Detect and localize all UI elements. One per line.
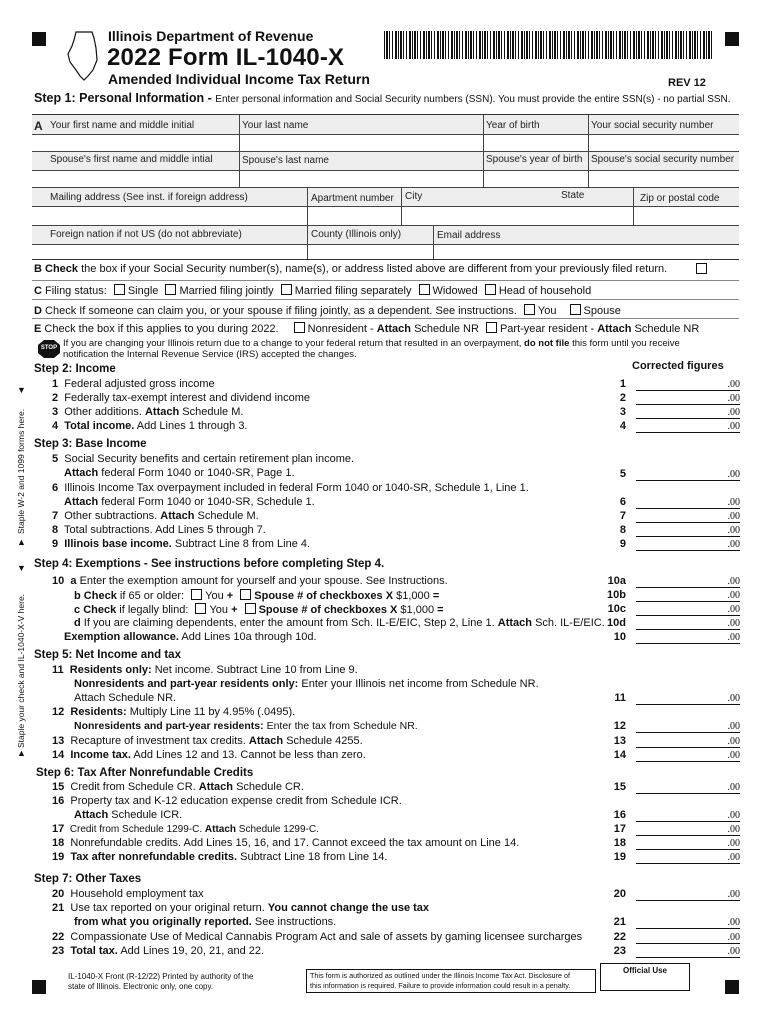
step1-heading: Step 1: Personal Information - Enter personal information and Social Security numbers (SSN). You must provide the entire SSN(s) - no partial SSN. [34, 91, 731, 105]
corrected-figures-label: Corrected figures [632, 360, 724, 372]
line-num-16: 16 [613, 809, 626, 821]
line-9-label: 9 Illinois base income. Subtract Line 8 from Line 4. [52, 538, 311, 550]
staple-check-note: Staple your check and IL-1040-X-V here. [16, 593, 26, 748]
line-num-1: 1 [619, 378, 626, 390]
line-3-amount[interactable]: .00 [636, 407, 740, 419]
line-10-amount[interactable]: .00 [636, 632, 740, 644]
line-10b-amount[interactable]: .00 [636, 590, 740, 602]
row-c-filing-status: C Filing status: Single Married filing jointly Married filing separately Widowed Head of household [34, 285, 592, 297]
row-d-dependent: D Check If someone can claim you, or your spouse if filing jointly, as a dependent. See instructions. You Spouse [34, 305, 621, 317]
line-16-label: 16 Property tax and K-12 education expense credit from Schedule ICR. [52, 795, 402, 807]
stop-notice-text: If you are changing your Illinois return due to a change to your federal return that resulted in an overpayment, do not file this form until you receive notification the Internal Revenue Service (IRS) accepted the changes. [63, 338, 680, 360]
line-11-label: 11 Residents only: Net income. Subtract Line 10 from Line 9. [52, 664, 358, 676]
zip-label: Zip or postal code [640, 193, 720, 204]
line-num-10a: 10a [607, 575, 626, 587]
line-6-attach: Attach federal Form 1040 or 1040-SR, Schedule 1. [64, 496, 315, 508]
line-2-label: 2 Federally tax-exempt interest and dividend income [52, 392, 311, 404]
line-7-amount[interactable]: .00 [636, 511, 740, 523]
line-num-22: 22 [613, 931, 626, 943]
registration-mark-bottom-right [725, 980, 739, 994]
spouse-last-name-input[interactable] [240, 171, 482, 186]
row-b: B Check the box if your Social Security number(s), name(s), or address listed above are different from your previously filed return. [34, 263, 668, 275]
zip-input[interactable] [634, 207, 738, 224]
line-17-amount[interactable]: .00 [636, 824, 740, 836]
line-num-20: 20 [613, 888, 626, 900]
last-name-label: Your last name [242, 120, 309, 131]
staple-check-arrow-up-icon: ▼ [17, 563, 26, 573]
email-label: Email address [437, 230, 501, 241]
ssn-input[interactable] [589, 135, 738, 150]
line-19-label: 19 Tax after nonrefundable credits. Subtract Line 18 from Line 14. [52, 851, 388, 863]
agency-name: Illinois Department of Revenue [108, 28, 314, 44]
line-4-label: 4 Total income. Add Lines 1 through 3. [52, 420, 248, 432]
step4-heading: Step 4: Exemptions - See instructions before completing Step 4. [34, 558, 385, 570]
staple-check-arrow-down-icon: ▲ [17, 748, 26, 758]
line-8-amount[interactable]: .00 [636, 525, 740, 537]
line-22-amount[interactable]: .00 [636, 932, 740, 944]
line-num-17: 17 [613, 823, 626, 835]
registration-mark-top-right [725, 32, 739, 46]
official-use-box [600, 963, 690, 991]
line-11-attach: Attach Schedule NR. [74, 692, 177, 704]
barcode [384, 31, 712, 59]
line-num-2: 2 [619, 392, 626, 404]
state-label: State [561, 190, 585, 201]
line-num-9: 9 [619, 538, 626, 550]
line-num-12: 12 [613, 720, 626, 732]
registration-mark-top-left [32, 32, 46, 46]
line-16-attach: Attach Schedule ICR. [74, 809, 183, 821]
revision-label: REV 12 [668, 77, 706, 89]
county-input[interactable] [308, 245, 432, 258]
line-23-label: 23 Total tax. Add Lines 19, 20, 21, and 22. [52, 945, 265, 957]
registration-mark-bottom-left [32, 980, 46, 994]
spouse-ssn-input[interactable] [589, 171, 738, 186]
line-11-amount[interactable]: .00 [636, 693, 740, 705]
line-num-15: 15 [613, 781, 626, 793]
line-num-5: 5 [619, 468, 626, 480]
blind-spouse-checkbox[interactable] [245, 603, 256, 614]
line-num-10: 10 [613, 631, 626, 643]
line-15-amount[interactable]: .00 [636, 782, 740, 794]
line-13-amount[interactable]: .00 [636, 736, 740, 748]
foreign-nation-input[interactable] [33, 245, 306, 258]
line-num-10d: 10d [607, 617, 626, 629]
line-2-amount[interactable]: .00 [636, 393, 740, 405]
line-1-label: 1 Federal adjusted gross income [52, 378, 215, 390]
section-letter-a: A [34, 119, 43, 133]
line-22-label: 22 Compassionate Use of Medical Cannabis Program Act and sale of assets by gaming licensee surcharges [52, 931, 583, 943]
spouse-year-of-birth-label: Spouse's year of birth [486, 154, 583, 165]
step3-heading: Step 3: Base Income [34, 438, 147, 450]
line-20-label: 20 Household employment tax [52, 888, 204, 900]
line-10a-amount[interactable]: .00 [636, 576, 740, 588]
line-1-amount[interactable]: .00 [636, 379, 740, 391]
staple-arrow-down-icon: ▲ [17, 537, 26, 547]
line-18-label: 18 Nonrefundable credits. Add Lines 15, 16, and 17. Cannot exceed the tax amount on Line 14. [52, 837, 520, 849]
line-5-amount[interactable]: .00 [636, 469, 740, 481]
spouse-first-name-label: Spouse's first name and middle intial [50, 154, 213, 165]
line-num-6: 6 [619, 496, 626, 508]
line-num-14: 14 [613, 749, 626, 761]
line-23-amount[interactable]: .00 [636, 946, 740, 958]
spouse-ssn-label: Spouse's social security number [591, 154, 735, 165]
mailing-address-input[interactable] [33, 207, 306, 224]
staple-w2-note: Staple W-2 and 1099 forms here. [16, 408, 26, 534]
line-13-label: 13 Recapture of investment tax credits. Attach Schedule 4255. [52, 735, 363, 747]
personal-info-grid [32, 114, 739, 260]
line-num-10c: 10c [607, 603, 626, 615]
blind-you-checkbox[interactable] [195, 603, 206, 614]
line-7-label: 7 Other subtractions. Attach Schedule M. [52, 510, 259, 522]
line-num-8: 8 [619, 524, 626, 536]
line-num-18: 18 [613, 837, 626, 849]
ssn-label: Your social security number [591, 120, 714, 131]
form-title: 2022 Form IL-1040-X [107, 44, 345, 71]
line-num-10b: 10b [607, 589, 626, 601]
part-year-resident-checkbox[interactable] [486, 322, 497, 333]
last-name-input[interactable] [240, 135, 482, 150]
line-14-label: 14 Income tax. Add Lines 12 and 13. Cannot be less than zero. [52, 749, 366, 761]
nonresident-checkbox[interactable] [294, 322, 305, 333]
line-10b-label: b Check if 65 or older: You + Spouse # of checkboxes X $1,000 = [74, 590, 440, 602]
filing-joint-checkbox[interactable] [165, 284, 176, 295]
age65-spouse-checkbox[interactable] [240, 589, 251, 600]
step2-heading: Step 2: Income [34, 363, 116, 375]
line-num-4: 4 [619, 420, 626, 432]
address-changed-checkbox[interactable] [696, 263, 707, 274]
line-21-label: 21 Use tax reported on your original return. You cannot change the use tax [52, 902, 430, 914]
illinois-state-outline-icon [62, 30, 102, 82]
filing-head-of-household-checkbox[interactable] [485, 284, 496, 295]
first-name-label: Your first name and middle initial [50, 120, 195, 131]
line-num-13: 13 [613, 735, 626, 747]
form-subtitle: Amended Individual Income Tax Return [108, 71, 370, 87]
line-10c-label: c Check if legally blind: You + Spouse # of checkboxes X $1,000 = [74, 604, 444, 616]
line-6-label: 6 Illinois Income Tax overpayment included in federal Form 1040 or 1040-SR, Schedule 1, Line 1. [52, 482, 529, 494]
year-of-birth-label: Year of birth [486, 120, 540, 131]
spouse-last-name-label: Spouse's last name [242, 155, 329, 166]
step5-heading: Step 5: Net Income and tax [34, 649, 181, 661]
stop-icon-text: STOP [40, 345, 58, 351]
line-10d-label: d If you are claiming dependents, enter the amount from Sch. IL-E/EIC, Step 2, Line 1. Attach Sch. IL-E/EIC. [74, 617, 605, 629]
official-use-label: Official Use [622, 966, 667, 975]
foreign-nation-label: Foreign nation if not US (do not abbreviate) [50, 229, 242, 240]
step7-heading: Step 7: Other Taxes [34, 873, 142, 885]
spouse-first-name-input[interactable] [33, 171, 238, 186]
line-num-11: 11 [614, 692, 626, 704]
line-10c-amount[interactable]: .00 [636, 604, 740, 616]
footer-print-note: IL-1040-X Front (R-12/22) Printed by authority of the state of Illinois. Electronic only, one copy. [68, 972, 254, 991]
line-num-3: 3 [619, 406, 626, 418]
line-14-amount[interactable]: .00 [636, 750, 740, 762]
city-label: City [405, 191, 423, 202]
step6-heading: Step 6: Tax After Nonrefundable Credits [36, 767, 254, 779]
spouse-year-of-birth-input[interactable] [484, 171, 587, 186]
line-num-19: 19 [613, 851, 626, 863]
line-21-cont: from what you originally reported. See instructions. [74, 916, 337, 928]
mailing-address-label: Mailing address (See inst. if foreign address) [50, 192, 248, 203]
line-5-label: 5 Social Security benefits and certain retirement plan income. [52, 453, 355, 465]
line-12-label: 12 Residents: Multiply Line 11 by 4.95% (.0495). [52, 706, 296, 718]
line-9-amount[interactable]: .00 [636, 539, 740, 551]
filing-separate-checkbox[interactable] [281, 284, 292, 295]
line-10-allowance: Exemption allowance. Add Lines 10a through 10d. [64, 631, 317, 643]
line-5-attach: Attach federal Form 1040 or 1040-SR, Page 1. [64, 467, 295, 479]
line-12-amount[interactable]: .00 [636, 721, 740, 733]
line-3-label: 3 Other additions. Attach Schedule M. [52, 406, 244, 418]
line-21-amount[interactable]: .00 [636, 917, 740, 929]
line-6-amount[interactable]: .00 [636, 497, 740, 509]
line-4-amount[interactable]: .00 [636, 421, 740, 433]
city-input[interactable] [402, 207, 632, 224]
footer-disclosure-box: This form is authorized as outlined under the Illinois Income Tax Act. Disclosure of this information is required. Failure to provide information could result in a penalty. [306, 969, 596, 993]
dependent-you-checkbox[interactable] [524, 304, 535, 315]
age65-you-checkbox[interactable] [191, 589, 202, 600]
line-12-nonres: Nonresidents and part-year residents: Enter the tax from Schedule NR. [74, 720, 418, 732]
filing-single-checkbox[interactable] [114, 284, 125, 295]
line-20-amount[interactable]: .00 [636, 889, 740, 901]
year-of-birth-input[interactable] [484, 135, 587, 150]
email-input[interactable] [434, 245, 738, 258]
first-name-input[interactable] [33, 135, 238, 150]
filing-widowed-checkbox[interactable] [419, 284, 430, 295]
line-15-label: 15 Credit from Schedule CR. Attach Schedule CR. [52, 781, 304, 793]
line-num-23: 23 [613, 945, 626, 957]
line-19-amount[interactable]: .00 [636, 852, 740, 864]
line-16-amount[interactable]: .00 [636, 810, 740, 822]
dependent-spouse-checkbox[interactable] [570, 304, 581, 315]
line-17-label: 17 Credit from Schedule 1299-C. Attach Schedule 1299-C. [52, 823, 319, 835]
row-e-residency: E Check the box if this applies to you during 2022. Nonresident - Attach Schedule NR Part-year resident - Attach Schedule NR [34, 323, 700, 335]
line-11-nonres: Nonresidents and part-year residents only: Enter your Illinois net income from Schedule NR. [74, 678, 539, 690]
apartment-number-input[interactable] [308, 207, 400, 224]
line-10d-amount[interactable]: .00 [636, 618, 740, 630]
staple-arrow-up-icon: ▼ [17, 385, 26, 395]
line-num-7: 7 [619, 510, 626, 522]
apartment-number-label: Apartment number [311, 193, 394, 204]
line-18-amount[interactable]: .00 [636, 838, 740, 850]
line-10a-label: 10 a Enter the exemption amount for yourself and your spouse. See Instructions. [52, 575, 448, 587]
county-label: County (Illinois only) [311, 229, 402, 240]
line-num-21: 21 [613, 916, 626, 928]
line-8-label: 8 Total subtractions. Add Lines 5 through 7. [52, 524, 266, 536]
